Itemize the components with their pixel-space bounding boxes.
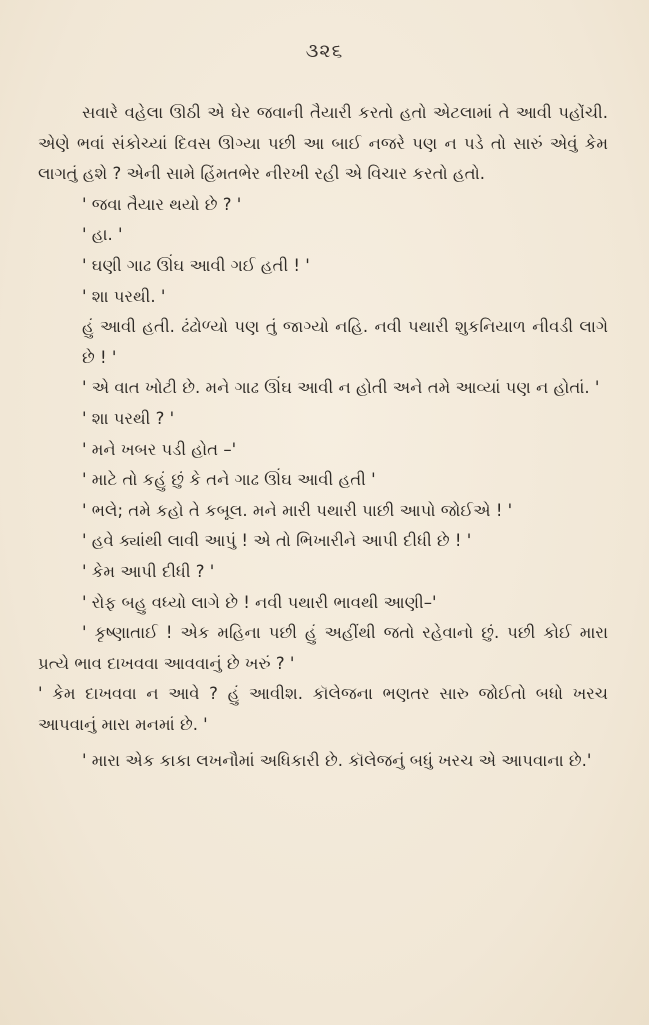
paragraph-3: ' હા. ' (82, 225, 123, 245)
page-body-text (38, 98, 608, 777)
paragraph-14: ' રોફ બહુ વધ્યો લાગે છે ! નવી પથારી ભાવથી આણી–' (82, 592, 437, 612)
paragraph-11: ' ભલે; તમે કહો તે કબૂલ. મને મારી પથારી પાછી આપો જોઈએ ! ' (82, 500, 513, 520)
paragraph-7: ' એ વાત ખોટી છે. મને ગાઢ ઊંઘ આવી ન હોતી અને તમે આવ્યાં પણ ન હોતાં. ' (82, 378, 600, 398)
paragraph-1: સવારે વહેલા ઊઠી એ ઘેર જવાની તૈયારી કરતો હતો એટલામાં તે આવી પહોંચી. એણે ભવાં સંકોચ્યાં દિવસ ઊગ્યા પછી આ બાઈ નજરે પણ ન પડે તો સારું એવું કેમ લાગતું હશે ? એની સામે હિંમતભેર નીરખી રહી એ વિચાર કરતો હતો. (38, 103, 608, 184)
paragraph-16: ' કેમ દાખવવા ન આવે ? હું આવીશ. કૉલેજના ભણતર સારુ જોઈતો બધો ખરચ આપવાનું મારા મનમાં છે. ' (38, 684, 608, 734)
paragraph-8: ' શા પરથી ? ' (82, 408, 175, 428)
paragraph-5: ' શા પરથી. ' (82, 286, 166, 306)
paragraph-15: ' કૃષ્ણાતાઈ ! એક મહિના પછી હું અહીંથી જતો રહેવાનો છું. પછી કોઈ મારા પ્રત્યે ભાવ દાખવવા આવવાનું છે ખરું ? ' (38, 623, 608, 673)
paragraph-13: ' કેમ આપી દીધી ? ' (82, 561, 215, 581)
paragraph-12: ' હવે ક્યાંથી લાવી આપું ! એ તો ભિખારીને આપી દીધી છે ! ' (82, 531, 472, 551)
paragraph-4: ' ઘણી ગાઢ ઊંઘ આવી ગઈ હતી ! ' (82, 255, 310, 275)
page-number: ૩૨૬ (305, 40, 344, 62)
paragraph-17: ' મારા એક કાકા લખનૌમાં અધિકારી છે. કૉલેજનું બધું ખરચ એ આપવાના છે.' (82, 751, 592, 771)
paragraph-10: ' માટે તો કહું છું કે તને ગાઢ ઊંઘ આવી હતી ' (82, 470, 376, 490)
paragraph-6: હું આવી હતી. ઢંઢોળ્યો પણ તું જાગ્યો નહિ. નવી પથારી શુકનિયાળ નીવડી લાગે છે ! ' (82, 317, 608, 367)
paragraph-9: ' મને ખબર પડી હોત –' (82, 439, 237, 459)
paragraph-2: ' જવા તૈયાર થયો છે ? ' (82, 194, 242, 214)
